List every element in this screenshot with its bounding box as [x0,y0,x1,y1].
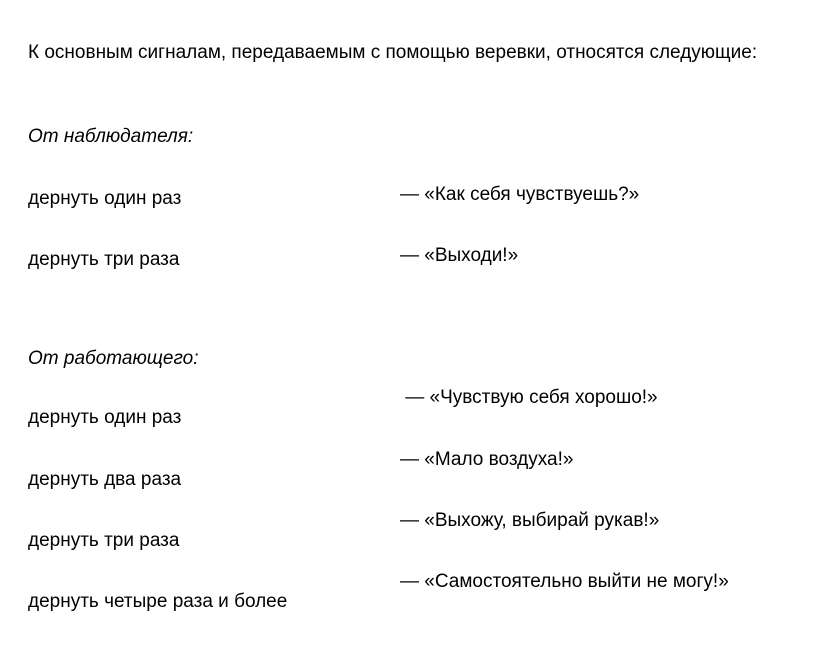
worker-action-4: дернуть четыре раза и более [28,591,288,612]
worker-meaning-1: — «Чувствую себя хорошо!» [400,387,658,408]
observer-heading: От наблюдателя: [28,126,194,147]
worker-heading: От работающего: [28,348,199,369]
intro-text: К основным сигналам, передаваемым с помощью веревки, относятся следующие: [28,42,758,63]
worker-action-2: дернуть два раза [28,469,182,490]
worker-meaning-4: — «Самостоятельно выйти не могу!» [400,571,729,592]
observer-meaning-1: — «Как себя чувствуешь?» [400,184,640,205]
worker-action-1: дернуть один раз [28,407,182,428]
worker-action-3: дернуть три раза [28,530,180,551]
observer-action-1: дернуть один раз [28,188,182,209]
worker-meaning-3: — «Выхожу, выбирай рукав!» [400,510,660,531]
observer-action-2: дернуть три раза [28,249,180,270]
worker-meaning-2: — «Мало воздуха!» [400,449,574,470]
observer-meaning-2: — «Выходи!» [400,245,519,266]
